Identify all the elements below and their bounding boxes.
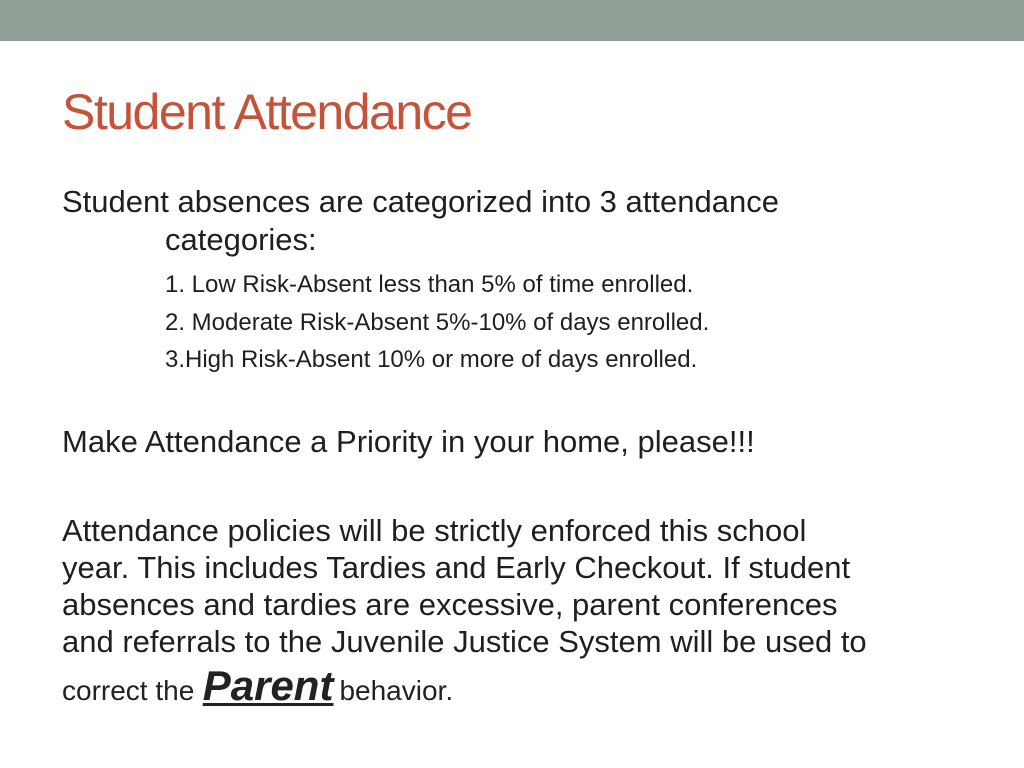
parent-emphasis: Parent [202,662,334,709]
top-accent-bar [0,0,1024,41]
category-moderate-risk: 2. Moderate Risk-Absent 5%-10% of days enrolled. [165,309,710,336]
policy-line-1: Attendance policies will be strictly enforced this school [62,513,807,548]
category-low-risk: 1. Low Risk-Absent less than 5% of time enrolled. [165,271,694,298]
priority-statement: Make Attendance a Priority in your home, please!!! [62,424,755,459]
policy-line-2: year. This includes Tardies and Early Checkout. If student [62,550,851,585]
intro-line-2: categories: [165,222,317,257]
slide-title: Student Attendance [62,84,472,140]
policy-closing-trail: behavior. [339,675,454,706]
category-high-risk: 3.High Risk-Absent 10% or more of days enrolled. [165,346,698,373]
policy-closing-line [62,662,453,710]
intro-line-1: Student absences are categorized into 3 attendance [62,184,779,219]
policy-line-4: and referrals to the Juvenile Justice System will be used to [62,624,867,659]
policy-line-3: absences and tardies are excessive, parent conferences [62,587,838,622]
policy-closing-lead: correct the [62,675,195,706]
